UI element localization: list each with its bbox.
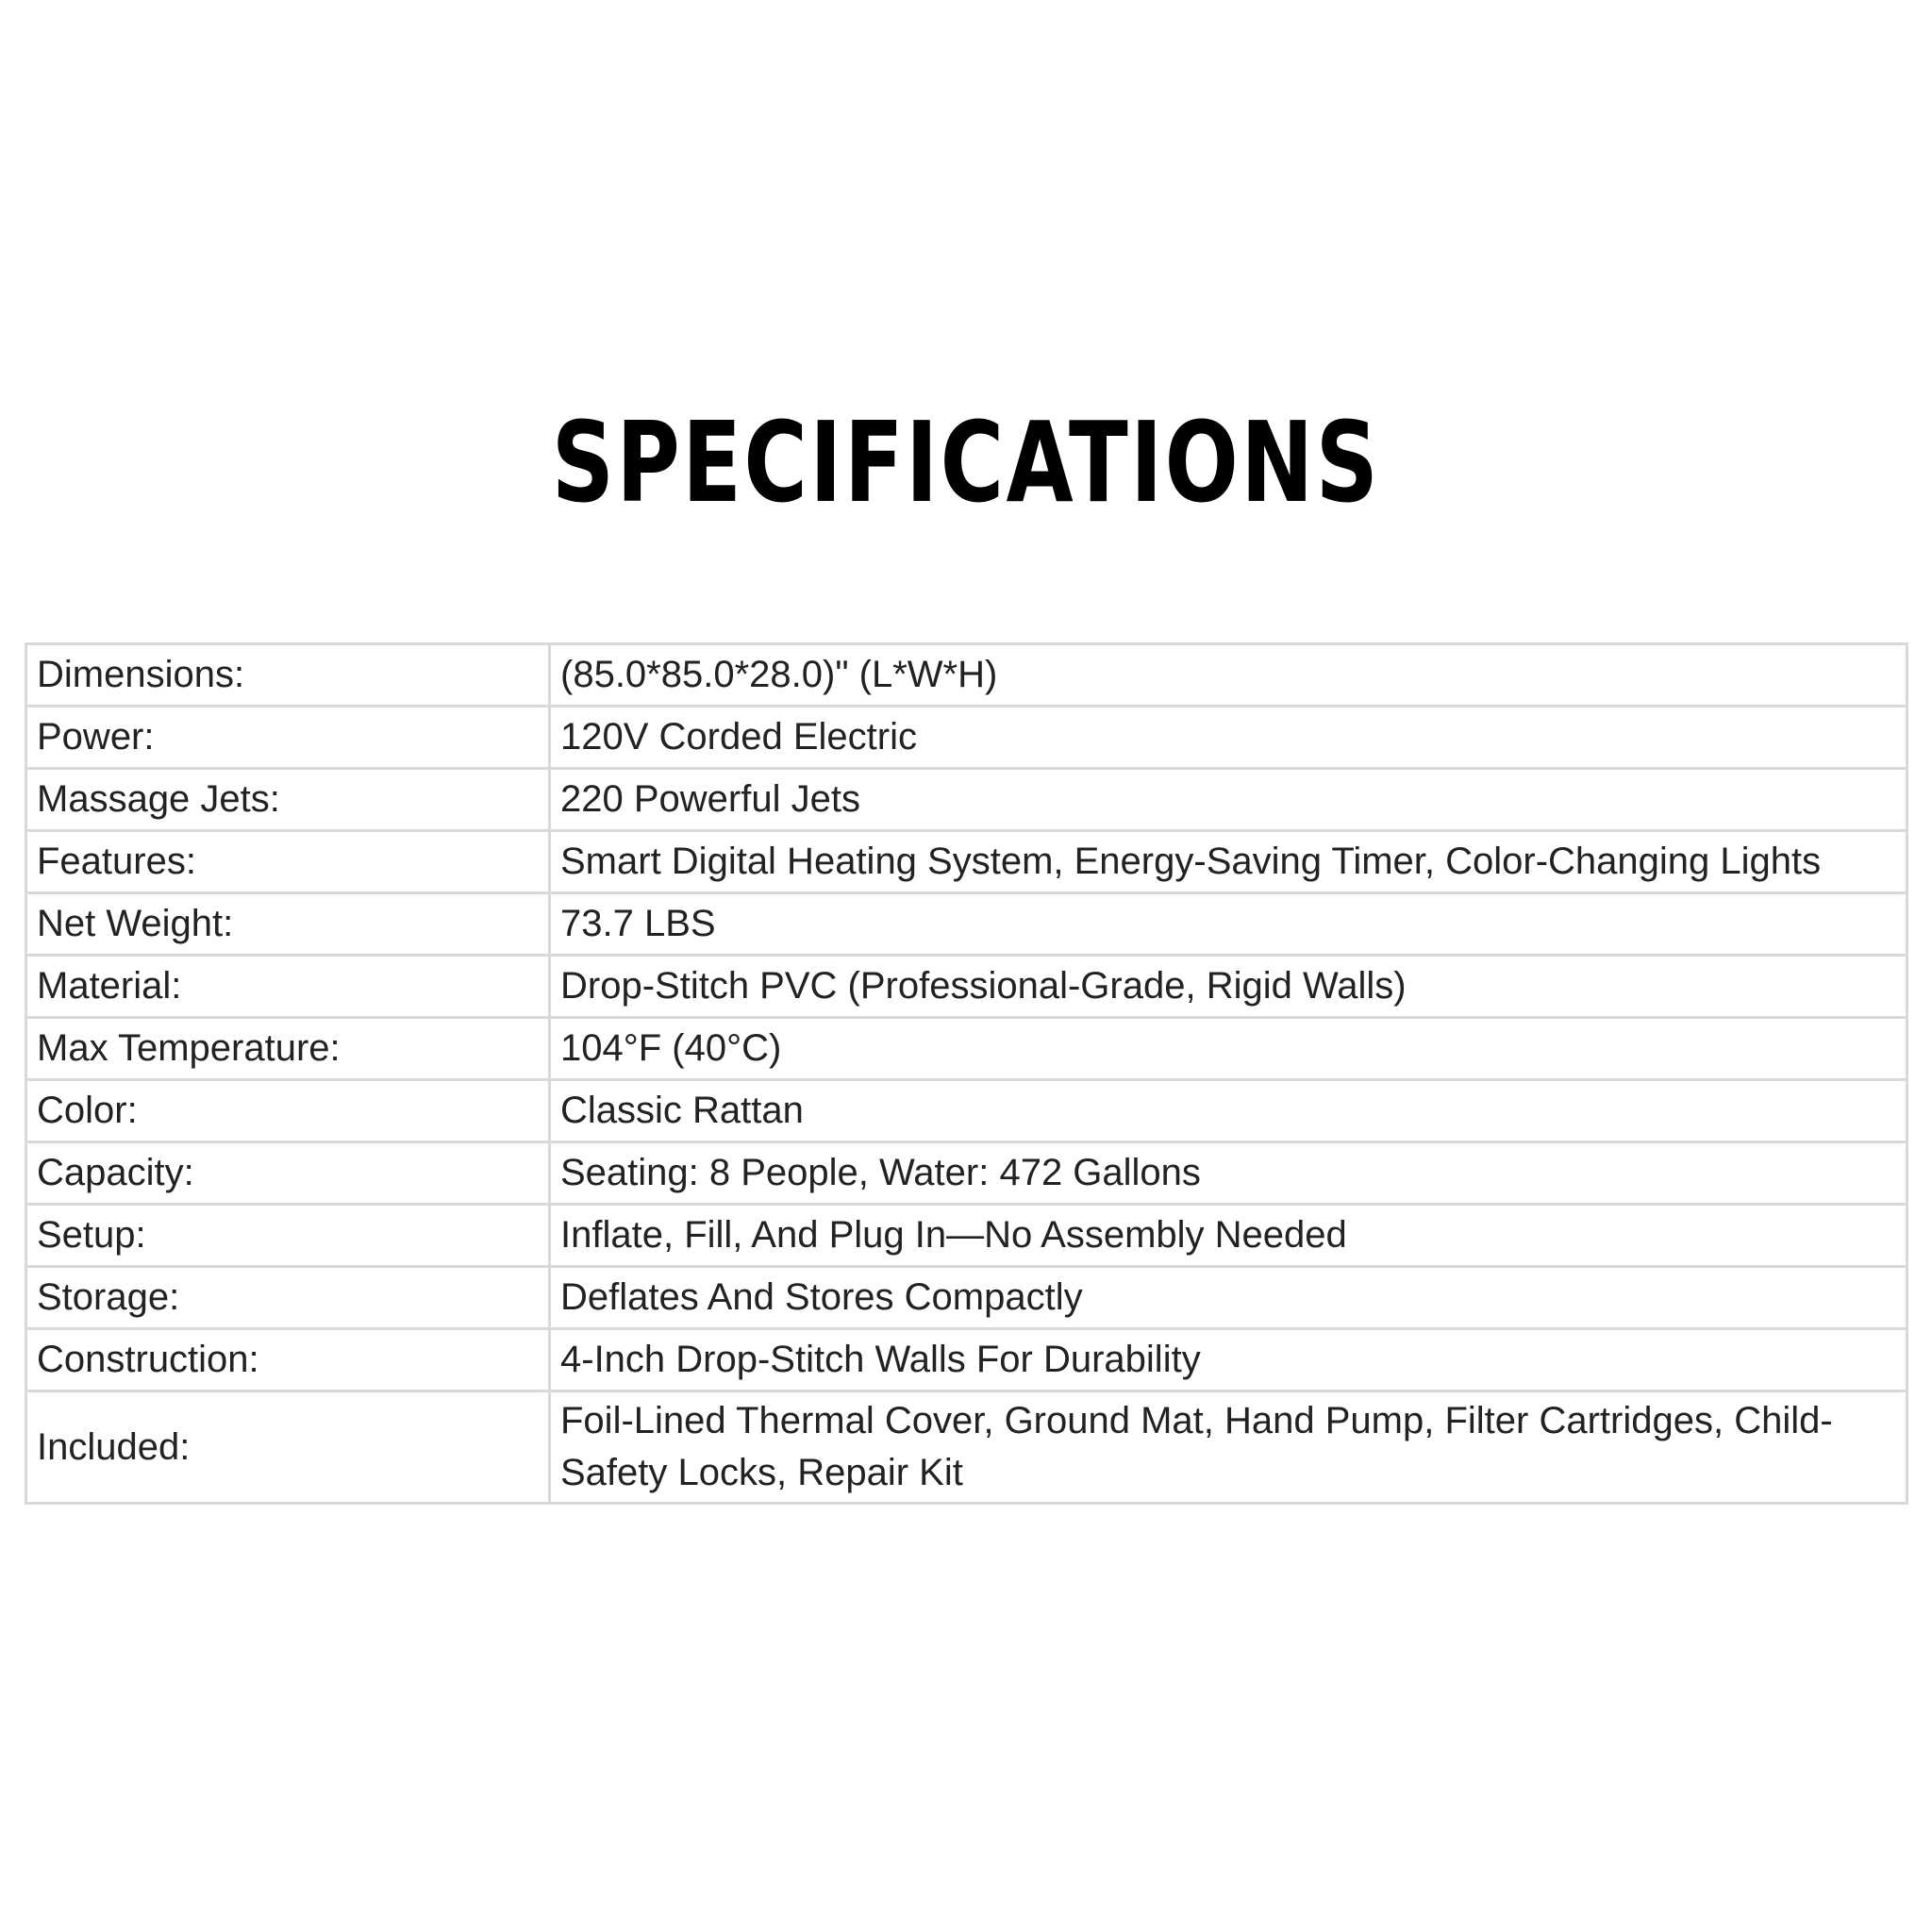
table-row: [26, 1391, 1907, 1504]
spec-label: Construction:: [26, 1329, 550, 1391]
spec-value: Foil-Lined Thermal Cover, Ground Mat, Hand Pump, Filter Cartridges, Child-Safety Locks, Repair Kit: [550, 1391, 1907, 1504]
spec-value: Classic Rattan: [550, 1080, 1907, 1142]
spec-label: Color:: [26, 1080, 550, 1142]
spec-value: (85.0*85.0*28.0)" (L*W*H): [550, 644, 1907, 707]
table-row: [26, 1329, 1907, 1391]
table-row: [26, 831, 1907, 893]
table-row: [26, 1267, 1907, 1329]
table-row: [26, 769, 1907, 831]
table-row: [26, 1205, 1907, 1267]
table-row: [26, 1080, 1907, 1142]
spec-label: Included:: [26, 1391, 550, 1504]
spec-label: Capacity:: [26, 1142, 550, 1205]
page-title: SPECIFICATIONS: [551, 397, 1381, 527]
spec-value: Smart Digital Heating System, Energy-Saving Timer, Color-Changing Lights: [550, 831, 1907, 893]
spec-value: 220 Powerful Jets: [550, 769, 1907, 831]
spec-label: Dimensions:: [26, 644, 550, 707]
spec-value: Seating: 8 People, Water: 472 Gallons: [550, 1142, 1907, 1205]
spec-value: Inflate, Fill, And Plug In—No Assembly Needed: [550, 1205, 1907, 1267]
table-row: [26, 956, 1907, 1018]
spec-label: Massage Jets:: [26, 769, 550, 831]
table-row: [26, 707, 1907, 769]
spec-label: Max Temperature:: [26, 1018, 550, 1080]
spec-value: 4-Inch Drop-Stitch Walls For Durability: [550, 1329, 1907, 1391]
table-row: [26, 1018, 1907, 1080]
spec-value: 120V Corded Electric: [550, 707, 1907, 769]
spec-label: Setup:: [26, 1205, 550, 1267]
table-row: [26, 893, 1907, 956]
spec-value: Deflates And Stores Compactly: [550, 1267, 1907, 1329]
spec-label: Net Weight:: [26, 893, 550, 956]
table-row: [26, 644, 1907, 707]
spec-value: 104°F (40°C): [550, 1018, 1907, 1080]
spec-value: 73.7 LBS: [550, 893, 1907, 956]
specifications-table: [25, 642, 1908, 1505]
table-row: [26, 1142, 1907, 1205]
spec-label: Power:: [26, 707, 550, 769]
spec-value: Drop-Stitch PVC (Professional-Grade, Rigid Walls): [550, 956, 1907, 1018]
spec-label: Storage:: [26, 1267, 550, 1329]
spec-label: Features:: [26, 831, 550, 893]
spec-label: Material:: [26, 956, 550, 1018]
